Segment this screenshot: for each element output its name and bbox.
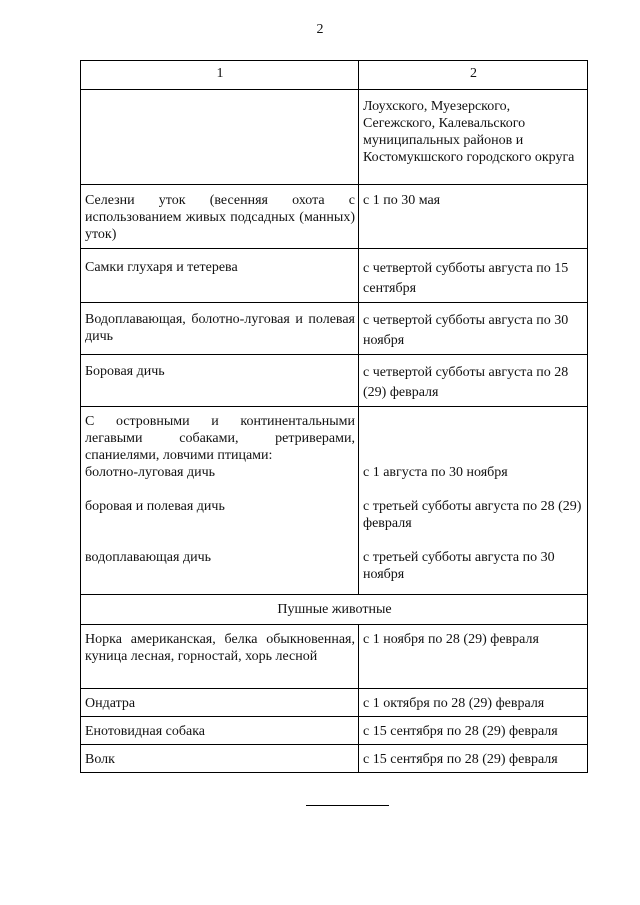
animal-cell: Боровая дичь [81, 355, 359, 407]
period-cell: с 1 по 30 мая [359, 185, 588, 249]
animal-cell: Ондатра [81, 689, 359, 717]
table-row [81, 185, 588, 249]
dogs-periods-cell [359, 407, 588, 595]
table-row-dogs [81, 407, 588, 595]
table-row [81, 303, 588, 355]
table-row [81, 355, 588, 407]
animal-cell: Волк [81, 745, 359, 773]
period-cell: с четвертой субботы августа по 15 сентября [359, 249, 588, 303]
region-note: Лоухского, Муезерского, Сегежского, Калевальского муниципальных районов и Костомукшского городского округа [359, 90, 588, 185]
dogs-item-period: с третьей субботы августа по 30 ноября [363, 550, 555, 582]
period-cell: с четвертой субботы августа по 30 ноября [359, 303, 588, 355]
dogs-item-animal: болотно-луговая дичь [85, 465, 216, 480]
dogs-item-animal: боровая и полевая дичь [85, 499, 225, 514]
column-header-1: 1 [81, 61, 359, 90]
dogs-item-animal: водоплавающая дичь [85, 550, 211, 565]
period-cell: с 1 октября по 28 (29) февраля [359, 689, 588, 717]
column-header-2: 2 [359, 61, 588, 90]
period-cell: с 1 ноября по 28 (29) февраля [359, 625, 588, 689]
table-header-row [81, 61, 588, 90]
hunting-seasons-table [80, 60, 588, 773]
animal-cell: Норка американская, белка обыкновенная, куница лесная, горностай, хорь лесной [81, 625, 359, 689]
period-cell: с 15 сентября по 28 (29) февраля [359, 745, 588, 773]
table-row [81, 689, 588, 717]
animal-cell: Енотовидная собака [81, 717, 359, 745]
table-row [81, 745, 588, 773]
section-title: Пушные животные [81, 595, 588, 625]
dogs-block-intro: С островными и континентальными легавыми собаками, ретриверами, спаниелями, ловчими птицами: [85, 414, 355, 463]
table-row [81, 90, 588, 185]
period-cell: с 15 сентября по 28 (29) февраля [359, 717, 588, 745]
animal-cell: Селезни уток (весенняя охота с использованием живых подсадных (манных) уток) [81, 185, 359, 249]
animal-cell [81, 90, 359, 185]
dogs-block-cell [81, 407, 359, 595]
dogs-item-period: с третьей субботы августа по 28 (29) февраля [363, 499, 582, 531]
dogs-item-period: с 1 августа по 30 ноября [363, 465, 508, 480]
table-row [81, 717, 588, 745]
end-separator-line [306, 805, 389, 806]
table-row [81, 249, 588, 303]
table-row [81, 625, 588, 689]
section-row [81, 595, 588, 625]
animal-cell: Самки глухаря и тетерева [81, 249, 359, 303]
animal-cell: Водоплавающая, болотно-луговая и полевая дичь [81, 303, 359, 355]
page-number: 2 [316, 22, 324, 37]
period-cell: с четвертой субботы августа по 28 (29) февраля [359, 355, 588, 407]
